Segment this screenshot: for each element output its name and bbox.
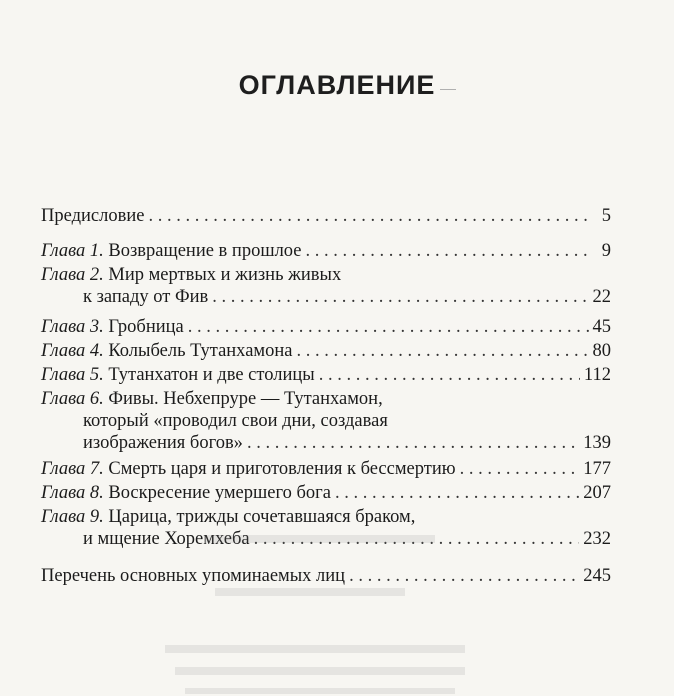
toc-entry-chapter-1[interactable] xyxy=(41,240,611,262)
toc-entry-chapter-6[interactable] xyxy=(41,388,611,454)
chapter-title-line: Фивы. Небхепруре — Тутанхамон, xyxy=(108,389,383,409)
toc-entry-chapter-2[interactable] xyxy=(41,264,611,308)
toc-page-number: 80 xyxy=(592,341,611,361)
chapter-title-line: и мщение Хоремхеба xyxy=(83,529,250,549)
toc-entry-chapter-5[interactable] xyxy=(41,364,611,386)
dot-leader xyxy=(319,364,580,386)
toc-page-number: 207 xyxy=(583,483,611,503)
toc-entry-label: Предисловие xyxy=(41,206,145,226)
chapter-title-line: Воскресение умершего бога xyxy=(108,483,331,503)
toc-page-number: 245 xyxy=(583,566,611,586)
chapter-prefix: Глава 6. xyxy=(41,389,104,409)
dot-leader xyxy=(306,240,590,262)
toc-page-number: 139 xyxy=(583,433,611,453)
toc-entry-chapter-4[interactable] xyxy=(41,340,611,362)
chapter-title-line: Колыбель Тутанхамона xyxy=(108,341,293,361)
toc-entry-chapter-8[interactable] xyxy=(41,482,611,504)
chapter-prefix: Глава 3. xyxy=(41,317,104,337)
dot-leader xyxy=(349,565,579,587)
toc-entry-label: Перечень основных упоминаемых лиц xyxy=(41,566,346,586)
chapter-title-line: Гробница xyxy=(108,317,184,337)
dot-leader xyxy=(188,316,589,338)
chapter-title-line: Возвращение в прошлое xyxy=(108,241,302,261)
chapter-title-line: к западу от Фив xyxy=(83,287,209,307)
chapter-prefix: Глава 7. xyxy=(41,459,104,479)
chapter-prefix: Глава 5. xyxy=(41,365,104,385)
chapter-prefix: Глава 2. xyxy=(41,265,104,285)
chapter-title-line: Тутанхатон и две столицы xyxy=(108,365,315,385)
dot-leader xyxy=(335,482,579,504)
toc-entry-chapter-3[interactable] xyxy=(41,316,611,338)
toc-entry-chapter-7[interactable] xyxy=(41,458,611,480)
dot-leader xyxy=(212,286,588,308)
toc-page-number: 22 xyxy=(592,287,611,307)
dot-leader xyxy=(460,458,580,480)
chapter-title-line: изображения богов» xyxy=(83,433,243,453)
toc-entry-chapter-9[interactable] xyxy=(41,506,611,550)
chapter-title-line: Мир мертвых и жизнь живых xyxy=(108,265,342,285)
chapter-title-line: Царица, трижды сочетавшаяся браком, xyxy=(108,507,416,527)
bleed-through-mark xyxy=(205,535,435,543)
toc-page-number: 232 xyxy=(583,529,611,549)
bleed-through-mark xyxy=(165,645,465,653)
toc-page-number: 5 xyxy=(601,206,611,226)
toc-page-number: 112 xyxy=(583,365,611,385)
toc-entry-preface[interactable] xyxy=(41,205,611,227)
dot-leader xyxy=(247,432,579,454)
toc-page-number: 9 xyxy=(601,241,611,261)
chapter-prefix: Глава 8. xyxy=(41,483,104,503)
bleed-through-mark xyxy=(175,667,465,675)
chapter-prefix: Глава 9. xyxy=(41,507,104,527)
dot-leader xyxy=(296,340,588,362)
chapter-prefix: Глава 4. xyxy=(41,341,104,361)
bleed-through-mark xyxy=(215,588,405,596)
chapter-prefix: Глава 1. xyxy=(41,241,104,261)
dot-leader xyxy=(148,205,589,227)
toc-entry-appendix[interactable] xyxy=(41,565,611,587)
toc-page-number: 45 xyxy=(592,317,611,337)
bleed-through-mark xyxy=(185,688,455,694)
page-title: ОГЛАВЛЕНИЕ xyxy=(238,70,436,100)
toc-page-number: 177 xyxy=(583,459,611,479)
chapter-title-line: который «проводил свои дни, создавая xyxy=(83,411,388,431)
chapter-title-line: Смерть царя и приготовления к бессмертию xyxy=(108,459,456,479)
